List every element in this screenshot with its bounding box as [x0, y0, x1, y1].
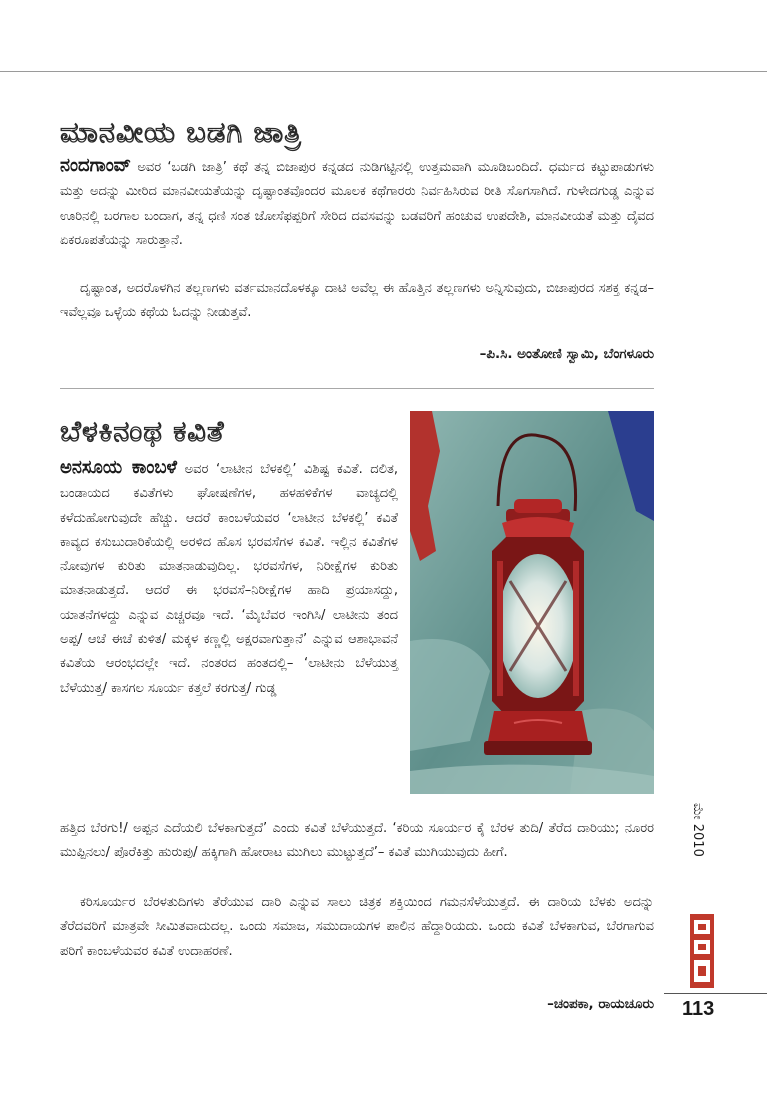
footer-rule — [664, 993, 767, 994]
article1-paragraph-2: ದೃಷ್ಟಾಂತ, ಅದರೊಳಗಿನ ತಲ್ಲಣಗಳು ವರ್ತಮಾನದೊಳಕ್ಕೂ ದಾಟಿ ಅವೆಲ್ಲ ಈ ಹೊತ್ತಿನ ತಲ್ಲಣಗಳು ಅನ್ನಿಸುವುದು, ಬಿಜಾಪುರದ ಸಶಕ್ತ ಕನ್ನಡ– ಇವೆಲ್ಲವೂ ಒಳ್ಳೆಯ ಕಥೆಯ ಓದನ್ನು ನೀಡುತ್ತವೆ. — [60, 281, 654, 321]
article2-lead-name: ಅನಸೂಯ ಕಾಂಬಳೆ — [60, 457, 178, 478]
article2-signature: –ಚಂಪಕಾ, ರಾಯಚೂರು — [547, 996, 654, 1012]
top-rule — [0, 71, 767, 72]
article2-column-text — [60, 456, 398, 701]
article2-paragraph-continued: ಹತ್ತಿದ ಬೆರಗು!/ ಅಪ್ಪನ ಎದೆಯಲಿ ಬೆಳಕಾಗುತ್ತದೆ’ ಎಂದು ಕವಿತೆ ಬೆಳೆಯುತ್ತದೆ. ‘ಕರಿಯ ಸೂರ್ಯರ ಕೈ ಬೆರಳ ತುದಿ/ ತೆರೆದ ದಾರಿಯು; ನೂರರ ಮುಪ್ಪಿನಲು/ ಪೊರೆಕಿತ್ತು ಹುರುಪು/ ಹಕ್ಕಿಗಾಗಿ ಹೋರಾಟ ಮುಗಿಲು ಮುಟ್ಟುತ್ತದೆ’– ಕವಿತೆ ಮುಗಿಯುವುದು ಹೀಗೆ. — [60, 821, 654, 861]
mayura-logo-icon — [688, 912, 716, 990]
article1-lead-name: ನಂದಗಾಂವ್ — [60, 155, 132, 176]
article1-paragraph-1-text: ಅವರ ‘ಬಡಗಿ ಜಾತ್ರಿ’ ಕಥೆ ತನ್ನ ಬಿಜಾಪುರ ಕನ್ನಡದ ನುಡಿಗಟ್ಟಿನಲ್ಲಿ ಉತ್ತಮವಾಗಿ ಮೂಡಿಬಂದಿದೆ. ಧರ್ಮದ ಕಟ್ಟುಪಾಡುಗಳು ಮತ್ತು ಅದನ್ನು ಮೀರಿದ ಮಾನವೀಯತೆಯನ್ನು ದೃಷ್ಟಾಂತವೊಂದರ ಮೂಲಕ ಕಥೆಗಾರರು ನಿರ್ವಹಿಸಿರುವ ರೀತಿ ಸೊಗಸಾಗಿದೆ. ಗುಳೇದಗುಡ್ಡ ಎನ್ನುವ ಊರಿನಲ್ಲಿ ಬರಗಾಲ ಬಂದಾಗ, ತನ್ನ ಧಣಿ ಸಂತ ಜೋಸೆಫಪ್ಪರಿಗೆ ಸೇರಿದ ದವಸವನ್ನು ಬಡವರಿಗೆ ಹಂಚುವ ಉಪದೇಶಿ, ಮಾನವೀಯತೆ ಮತ್ತು ದೈವದ ಏಕರೂಪತೆಯನ್ನು ಸಾರುತ್ತಾನೆ. — [60, 160, 654, 248]
article1-signature: –ಪಿ.ಸಿ. ಅಂತೋಣಿ ಸ್ವಾಮಿ, ಬೆಂಗಳೂರು — [479, 346, 654, 362]
article1-title: ಮಾನವೀಯ ಬಡಗಿ ಜಾತ್ರಿ — [60, 115, 302, 149]
lantern-painting-image — [410, 411, 654, 794]
issue-date: ಮೇ 2010 — [690, 803, 705, 857]
article2-column-body: ಅವರ ‘ಲಾಟೀನ ಬೆಳಕಲ್ಲಿ’ ವಿಶಿಷ್ಟ ಕವಿತೆ. ದಲಿತ, ಬಂಡಾಯದ ಕವಿತೆಗಳು ಘೋಷಣೆಗಳ, ಹಳಹಳಿಕೆಗಳ ವಾಚ್ಯದಲ್ಲಿ ಕಳೆದುಹೋಗುವುದೇ ಹೆಚ್ಚು. ಆದರೆ ಕಾಂಬಳೆಯವರ ‘ಲಾಟೀನ ಬೆಳಕಲ್ಲಿ’ ಕವಿತೆ ಕಾವ್ಯದ ಕಸುಬುದಾರಿಕೆಯಲ್ಲಿ ಅರಳಿದ ಹೊಸ ಭರವಸೆಗಳ ಕವಿತೆ. ಇಲ್ಲಿನ ಕವಿತೆಗಳ ನೋವುಗಳ ಕುರಿತು ಮಾತನಾಡುವುದಿಲ್ಲ. ಭರವಸೆಗಳ, ನಿರೀಕ್ಷೆಗಳ ಕುರಿತು ಮಾತನಾಡುತ್ತದೆ. ಆದರೆ ಈ ಭರವಸೆ–ನಿರೀಕ್ಷೆಗಳ ಹಾದಿ ಪ್ರಯಾಸದ್ದು, ಯಾತನೆಗಳದ್ದು ಎನ್ನುವ ಎಚ್ಚರವೂ ಇದೆ. ‘ಮೈಬೆವರ ಇಂಗಿಸಿ/ ಲಾಟೀನು ತಂದ ಅಪ್ಪ/ ಆಚೆ ಈಚೆ ಕುಳಿತ/ ಮಕ್ಕಳ ಕಣ್ಣಲ್ಲಿ ಅಕ್ಷರವಾಗುತ್ತಾನೆ’ ಎನ್ನುವ ಆಶಾಭಾವನೆ ಕವಿತೆಯ ಆರಂಭದಲ್ಲೇ ಇದೆ. ನಂತರದ ಹಂತದಲ್ಲಿ– ‘ಲಾಟೀನು ಬೆಳೆಯುತ್ತ ಬೆಳೆಯುತ್ತ/ ಕಾಸಗಲ ಸೂರ್ಯ ಕತ್ತಲೆ ಕರಗುತ್ತ/ ಗುಡ್ಡ — [60, 462, 398, 696]
lantern-painting — [410, 411, 654, 794]
section-divider — [60, 388, 654, 389]
article2-paragraph-2: ಕರಿಸೂರ್ಯರ ಬೆರಳತುದಿಗಳು ತೆರೆಯುವ ದಾರಿ ಎನ್ನುವ ಸಾಲು ಚಿತ್ರಕ ಶಕ್ತಿಯಿಂದ ಗಮನಸೆಳೆಯುತ್ತದೆ. ಈ ದಾರಿಯ ಬೆಳಕು ಅದನ್ನು ತೆರೆದವರಿಗೆ ಮಾತ್ರವೇ ಸೀಮಿತವಾದುದಲ್ಲ. ಒಂದು ಸಮಾಜ, ಸಮುದಾಯಗಳ ಪಾಲಿನ ಹೆದ್ದಾರಿಯದು. ಒಂದು ಕವಿತೆ ಬೆಳಕಾಗುವ, ಬೆರಗಾಗುವ ಪರಿಗೆ ಕಾಂಬಳೆಯವರ ಕವಿತೆ ಉದಾಹರಣೆ. — [60, 895, 654, 959]
page-number: 113 — [682, 998, 715, 1020]
magazine-logo — [688, 912, 716, 990]
article2-title: ಬೆಳಕಿನಂಥ ಕವಿತೆ — [60, 414, 225, 448]
article1-paragraph-1 — [60, 154, 654, 253]
